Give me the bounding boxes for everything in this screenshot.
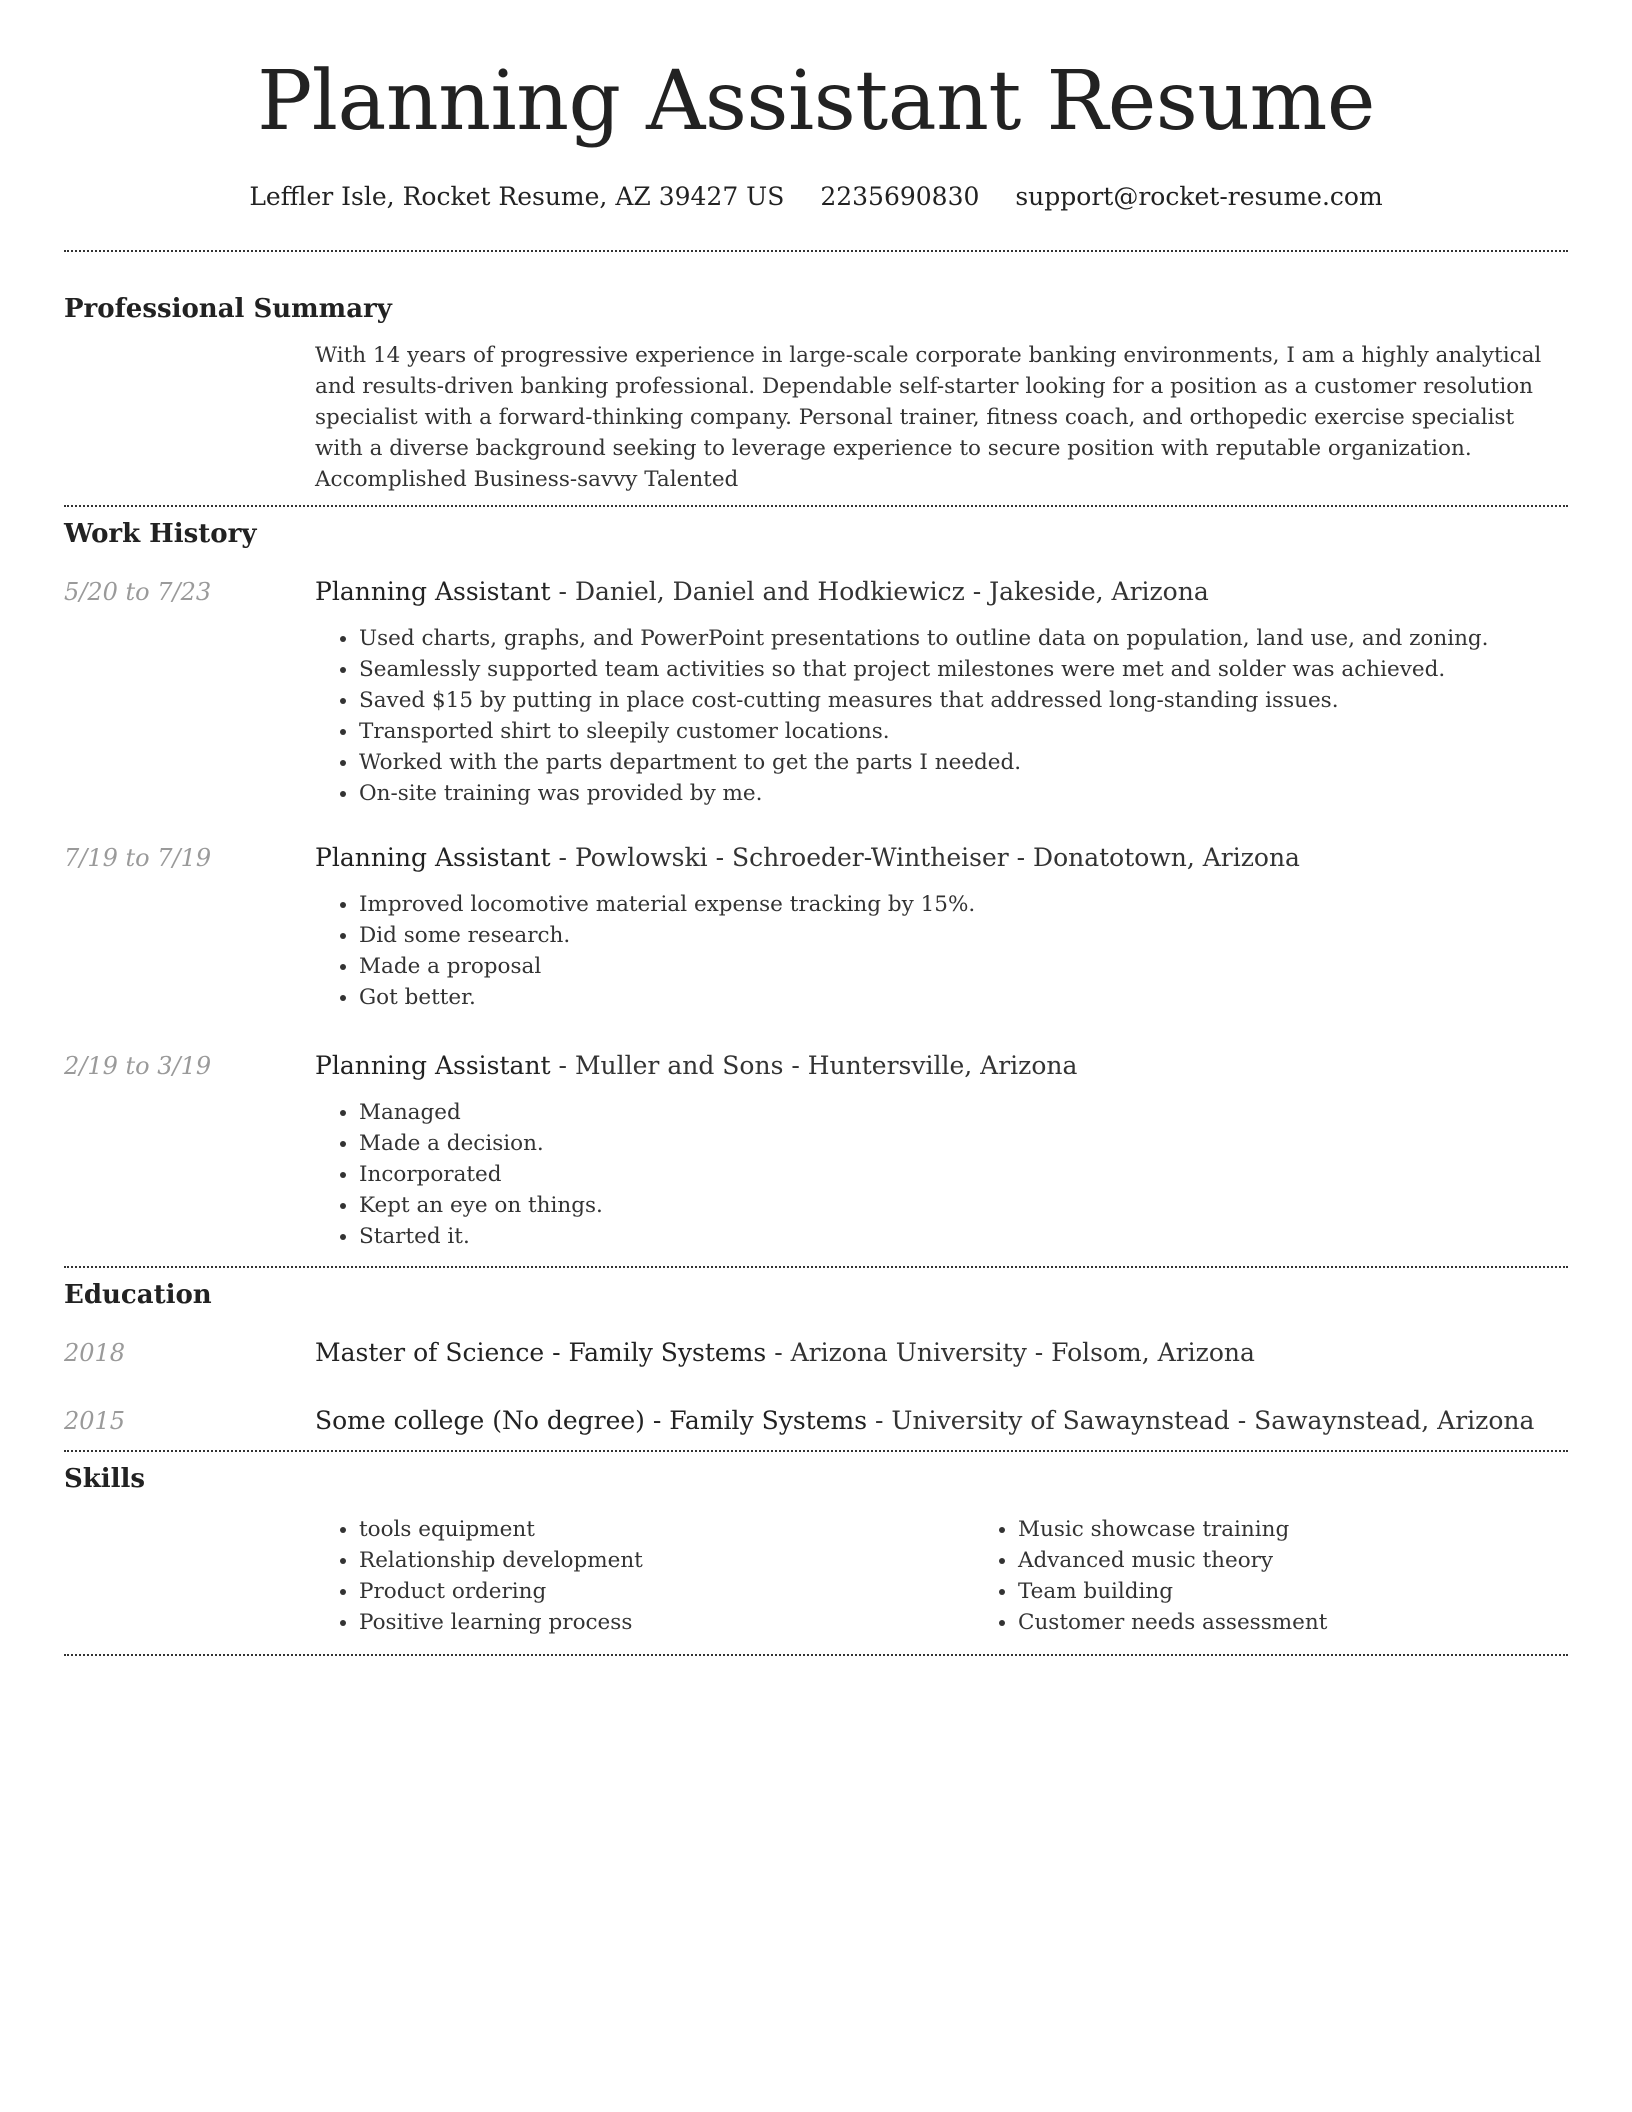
skills-section <box>64 1452 1568 1638</box>
job-entry <box>64 575 1568 809</box>
job-role: Planning Assistant <box>315 1051 551 1080</box>
list-item: • Managed <box>359 1097 1568 1128</box>
education-section <box>64 1268 1568 1438</box>
section-title-education: Education <box>64 1280 212 1310</box>
section-title-work: Work History <box>64 519 257 549</box>
page-title: Planning Assistant Resume <box>257 54 1375 149</box>
list-item: • Incorporated <box>359 1159 1568 1190</box>
list-item: • Saved $15 by putting in place cost-cutting measures that addressed long-standing issues. <box>359 685 1568 716</box>
skill-item: • tools equipment <box>359 1514 974 1545</box>
skill-item: • Advanced music theory <box>1018 1545 1632 1576</box>
skill-item: • Relationship development <box>359 1545 974 1576</box>
list-item: • Worked with the parts department to get the parts I needed. <box>359 747 1568 778</box>
list-item: • Got better. <box>359 982 1568 1013</box>
education-details: - University of Sawaynstead - Sawaynstead, Arizona <box>867 1406 1535 1435</box>
list-item: • Made a decision. <box>359 1128 1568 1159</box>
job-bullets <box>315 623 1568 809</box>
job-title <box>315 841 1568 875</box>
list-item: • Started it. <box>359 1221 1568 1252</box>
education-title <box>315 1404 1568 1438</box>
contact-address: Leffler Isle, Rocket Resume, AZ 39427 US <box>249 182 785 211</box>
job-entry <box>64 841 1568 1013</box>
summary-text: With 14 years of progressive experience in large-scale corporate banking environments, I am a highly analytical and results-driven banking professional. Dependable self-starter looking for a position as a customer resolution specialist with a forward-thinking company. Personal trainer, fitness coach, and orthopedic exercise specialist with a diverse background seeking to leverage experience to secure position with reputable organization. Accomplished Business-savvy Talented <box>315 343 1542 492</box>
section-divider <box>64 1654 1568 1656</box>
resume-page <box>64 0 1568 1656</box>
education-year: 2018 <box>64 1339 126 1367</box>
list-item: • Did some research. <box>359 920 1568 951</box>
contact-phone: 2235690830 <box>820 182 980 211</box>
education-degree: Some college (No degree) - Family Systems <box>315 1406 868 1435</box>
section-title-summary: Professional Summary <box>64 294 392 324</box>
job-dates: 2/19 to 3/19 <box>64 1052 212 1080</box>
list-item: • Used charts, graphs, and PowerPoint presentations to outline data on population, land use, and zoning. <box>359 623 1568 654</box>
job-details: - Powlowski - Schroeder-Wintheiser - Donatotown, Arizona <box>550 843 1300 872</box>
list-item: • Made a proposal <box>359 951 1568 982</box>
education-details: - Arizona University - Folsom, Arizona <box>766 1338 1255 1367</box>
list-item: • Seamlessly supported team activities so that project milestones were met and solder was achieved. <box>359 654 1568 685</box>
skill-item: • Team building <box>1018 1576 1632 1607</box>
job-title <box>315 1049 1568 1083</box>
job-role: Planning Assistant <box>315 843 551 872</box>
list-item: • Kept an eye on things. <box>359 1190 1568 1221</box>
job-entry <box>64 1049 1568 1252</box>
skill-item: • Music showcase training <box>1018 1514 1632 1545</box>
job-bullets <box>315 1097 1568 1252</box>
skill-item: • Positive learning process <box>359 1607 974 1638</box>
skills-list-right <box>974 1514 1632 1638</box>
education-year: 2015 <box>64 1407 126 1435</box>
section-title-skills: Skills <box>64 1464 146 1494</box>
job-details: - Daniel, Daniel and Hodkiewicz - Jakeside, Arizona <box>550 577 1209 606</box>
education-entry <box>64 1336 1568 1370</box>
job-dates: 5/20 to 7/23 <box>64 578 212 606</box>
education-entry <box>64 1404 1568 1438</box>
education-title <box>315 1336 1568 1370</box>
list-item: • Transported shirt to sleepily customer locations. <box>359 716 1568 747</box>
contact-email: support@rocket-resume.com <box>1015 182 1383 211</box>
job-details: - Muller and Sons - Huntersville, Arizona <box>550 1051 1078 1080</box>
job-title <box>315 575 1568 609</box>
contact-line <box>64 180 1568 214</box>
job-bullets <box>315 889 1568 1013</box>
list-item: • On-site training was provided by me. <box>359 778 1568 809</box>
skill-item: • Product ordering <box>359 1576 974 1607</box>
skills-list-left <box>315 1514 974 1638</box>
education-degree: Master of Science - Family Systems <box>315 1338 767 1367</box>
skill-item: • Customer needs assessment <box>1018 1607 1632 1638</box>
job-dates: 7/19 to 7/19 <box>64 844 212 872</box>
list-item: • Improved locomotive material expense tracking by 15%. <box>359 889 1568 920</box>
job-role: Planning Assistant <box>315 577 551 606</box>
summary-section <box>64 252 1568 495</box>
resume-header <box>64 0 1568 214</box>
work-history-section <box>64 507 1568 1252</box>
